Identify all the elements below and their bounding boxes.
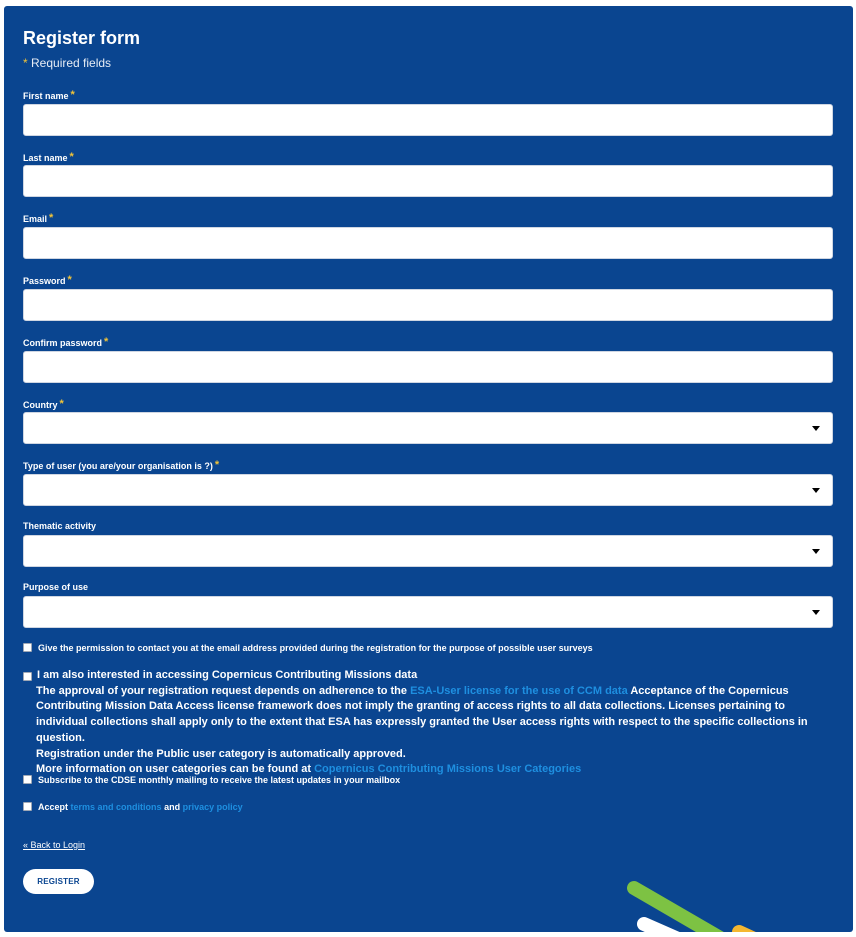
country-label <box>23 398 64 410</box>
user-type-label-text: Type of user (you are/your organisation is ?) <box>23 461 213 471</box>
form-title: Register form <box>23 28 141 48</box>
password-label-text: Password <box>23 276 66 286</box>
required-star: * <box>49 212 54 224</box>
newsletter-checkbox[interactable] <box>23 775 32 784</box>
ccm-license-link[interactable]: ESA-User license for the use of CCM data <box>410 684 628 697</box>
first-name-label <box>23 89 75 101</box>
required-star: * <box>214 459 220 471</box>
chevron-down-icon <box>812 549 820 554</box>
ccm-text-1: The approval of your registration request depends on adherence to the <box>36 684 408 697</box>
email-label <box>23 212 53 224</box>
email-input[interactable] <box>23 227 833 259</box>
ccm-text-3: Registration under the Public user category is automatically approved. <box>36 747 406 760</box>
last-name-label <box>23 151 74 163</box>
required-star: * <box>69 151 74 163</box>
back-to-login-link[interactable]: « Back to Login <box>23 840 86 850</box>
user-type-label <box>23 459 219 471</box>
chevron-down-icon <box>812 426 820 431</box>
thematic-activity-label: Thematic activity <box>23 521 97 531</box>
required-star: * <box>59 398 64 410</box>
purpose-of-use-label: Purpose of use <box>23 582 89 592</box>
newsletter-label: Subscribe to the CDSE monthly mailing to receive the latest updates in your mailbox <box>38 775 401 785</box>
first-name-label-text: First name <box>23 91 69 101</box>
privacy-link[interactable]: privacy policy <box>182 802 243 812</box>
confirm-password-input[interactable] <box>23 351 833 383</box>
country-label-text: Country <box>23 400 58 410</box>
accept-label <box>38 802 243 812</box>
ccm-interest-block <box>23 668 833 778</box>
decorative-stripes <box>604 866 853 932</box>
ccm-categories-link[interactable]: Copernicus Contributing Missions User Categories <box>314 763 582 776</box>
accept-and: and <box>164 802 181 812</box>
contact-permission-checkbox[interactable] <box>23 643 32 652</box>
country-select[interactable] <box>23 412 833 444</box>
email-label-text: Email <box>23 214 48 224</box>
chevron-down-icon <box>812 610 820 615</box>
thematic-activity-select[interactable] <box>23 535 833 567</box>
ccm-description <box>23 684 833 778</box>
ccm-interest-label: I am also interested in accessing Copernicus Contributing Missions data <box>37 669 418 681</box>
required-star: * <box>23 56 28 70</box>
terms-link[interactable]: terms and conditions <box>70 802 162 812</box>
accept-terms-row <box>23 802 243 812</box>
required-star: * <box>67 274 72 286</box>
ccm-text-2: Acceptance of the Copernicus Contributing Mission Data Access license framework does not imply the granting of access rights to all data collections. Licenses pertaining to individual collections shall apply only to the extent that ESA has expressly granted the User access rights with respect to the specific collections in question. <box>36 684 808 744</box>
required-fields-note <box>23 56 111 70</box>
ccm-interest-checkbox[interactable] <box>23 672 32 681</box>
purpose-of-use-select[interactable] <box>23 596 833 628</box>
newsletter-row <box>23 775 400 785</box>
register-button[interactable]: REGISTER <box>23 869 94 894</box>
required-star: * <box>104 336 109 348</box>
required-star: * <box>70 89 75 101</box>
last-name-label-text: Last name <box>23 153 68 163</box>
password-label <box>23 274 72 286</box>
required-fields-text: Required fields <box>31 56 112 70</box>
ccm-text-4: More information on user categories can be found at <box>36 763 312 776</box>
password-input[interactable] <box>23 289 833 321</box>
confirm-password-label-text: Confirm password <box>23 338 103 348</box>
contact-permission-label: Give the permission to contact you at the email address provided during the registration for the purpose of possible user surveys <box>38 643 593 653</box>
accept-prefix: Accept <box>38 802 69 812</box>
contact-permission-row <box>23 643 593 653</box>
chevron-down-icon <box>812 488 820 493</box>
last-name-input[interactable] <box>23 165 833 197</box>
confirm-password-label <box>23 336 108 348</box>
register-form-panel <box>4 6 853 932</box>
user-type-select[interactable] <box>23 474 833 506</box>
first-name-input[interactable] <box>23 104 833 136</box>
accept-terms-checkbox[interactable] <box>23 802 32 811</box>
